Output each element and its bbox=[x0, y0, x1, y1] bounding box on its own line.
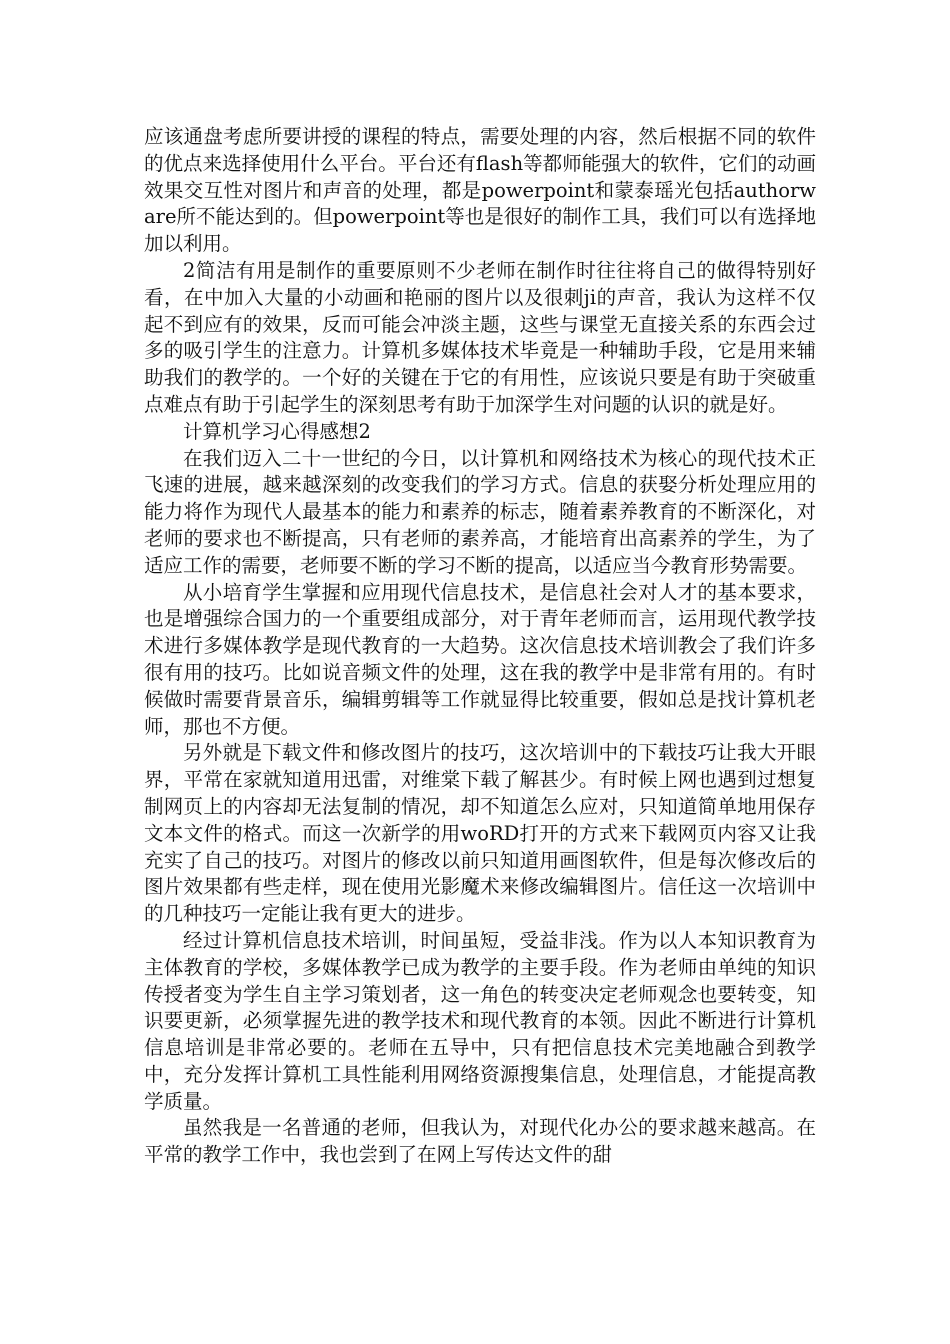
paragraph-modern-office: 虽然我是一名普通的老师，但我认为，对现代化办公的要求越来越高。在平常的教学工作中，我也尝到了在网上写传达文件的甜 bbox=[144, 1116, 816, 1167]
section-heading: 计算机学习心得感想2 bbox=[183, 419, 371, 443]
paragraph-training-benefits: 经过计算机信息技术培训，时间虽短，受益非浅。作为以人本知识教育为主体教育的学校，多媒体教学已成为教学的主要手段。作为老师由单纯的知识传授者变为学生自主学习策划者，这一角色的转变决定老师观念也要转变，知识要更新，必须掌握先进的教学技术和现代教育的本领。因此不断进行计算机信息培训是非常必要的。老师在五导中，只有把信息技术完美地融合到教学中，充分发挥计算机工具性能利用网络资源搜集信息，处理信息，才能提高教学质量。 bbox=[144, 928, 816, 1113]
paragraph-download-skills: 另外就是下载文件和修改图片的技巧，这次培训中的下载技巧让我大开眼界，平常在家就知道用迅雷，对维棠下载了解甚少。有时候上网也遇到过想复制网页上的内容却无法复制的情况，却不知道怎么应对，只知道简单地用保存文本文件的格式。而这一次新学的用woRD打开的方式来下载网页内容又让我充实了自己的技巧。对图片的修改以前只知道用画图软件，但是每次修改后的图片效果都有些走样，现在使用光影魔术来修改编辑图片。信任这一次培训中的几种技巧一定能让我有更大的进步。 bbox=[144, 741, 816, 926]
paragraph-student-training: 从小培育学生掌握和应用现代信息技术，是信息社会对人才的基本要求，也是增强综合国力的一个重要组成部分，对于青年老师而言，运用现代教学技术进行多媒体教学是现代教育的一大趋势。这次信息技术培训教会了我们许多很有用的技巧。比如说音频文件的处理，这在我的教学中是非常有用的。有时候做时需要背景音乐，编辑剪辑等工作就显得比较重要，假如总是找计算机老师，那也不方便。 bbox=[144, 580, 816, 738]
document-body bbox=[144, 124, 816, 1169]
paragraph-information-age: 在我们迈入二十一世纪的今日，以计算机和网络技术为核心的现代技术正飞速的进展，越来越深刻的改变我们的学习方式。信息的获娶分析处理应用的能力将作为现代人最基本的能力和素养的标志，随着素养教育的不断深化，对老师的要求也不断提高，只有老师的素养高，才能培育出高素养的学生，为了适应工作的需要，老师要不断的学习不断的提高，以适应当今教育形势需要。 bbox=[144, 446, 816, 577]
paragraph-software-platform: 应该通盘考虑所要讲授的课程的特点，需要处理的内容，然后根据不同的软件的优点来选择使用什么平台。平台还有flash等都师能强大的软件，它们的动画效果交互性对图片和声音的处理，都是powerpoint和蒙泰瑶光包括authorware所不能达到的。但powerpoint等也是很好的制作工具，我们可以有选择地加以利用。 bbox=[144, 125, 816, 256]
paragraph-simplicity-principle: 2简洁有用是制作的重要原则不少老师在制作时往往将自己的做得特别好看，在中加入大量的小动画和艳丽的图片以及很刺ji的声音，我认为这样不仅起不到应有的效果，反而可能会冲淡主题，这些与课堂无直接关系的东西会过多的吸引学生的注意力。计算机多媒体技术毕竟是一种辅助手段，它是用来辅助我们的教学的。一个好的关键在于它的有用性，应该说只要是有助于突破重点难点有助于引起学生的深刻思考有助于加深学生对问题的认识的就是好。 bbox=[144, 258, 816, 416]
